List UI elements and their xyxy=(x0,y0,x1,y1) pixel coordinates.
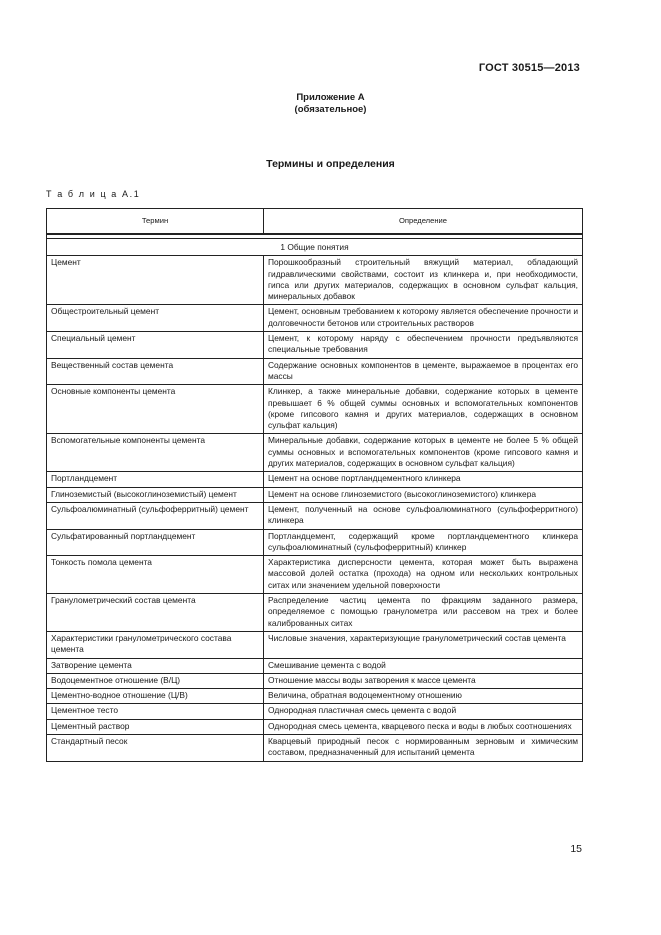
definition-cell: Цемент, к которому наряду с обеспечением прочности предъявляются специальные требования xyxy=(264,332,583,359)
definition-cell: Числовые значения, характеризующие гранулометрический состав цемента xyxy=(264,631,583,658)
term-cell: Вспомогательные компоненты цемента xyxy=(47,434,264,472)
table-row xyxy=(47,631,583,658)
table-row xyxy=(47,305,583,332)
definition-cell: Однородная пластичная смесь цемента с водой xyxy=(264,704,583,719)
term-cell: Сульфатированный портландцемент xyxy=(47,529,264,556)
definition-cell: Минеральные добавки, содержание которых в цементе не более 5 % общей суммы основных и вспомогательных компонентов (кроме гипсового камня и других материалов, содержащих в основном сульфат кальция) xyxy=(264,434,583,472)
term-cell: Затворение цемента xyxy=(47,658,264,673)
definition-cell: Кварцевый природный песок с нормированным зерновым и химическим составом, предназначенный для испытаний цемента xyxy=(264,734,583,761)
definition-cell: Цемент, основным требованием к которому является обеспечение прочности и долговечности бетонов или строительных растворов xyxy=(264,305,583,332)
term-cell: Цементный раствор xyxy=(47,719,264,734)
term-cell: Стандартный песок xyxy=(47,734,264,761)
column-header-definition: Определение xyxy=(264,209,583,235)
term-cell: Цемент xyxy=(47,256,264,305)
term-cell: Цементное тесто xyxy=(47,704,264,719)
document-code: ГОСТ 30515—2013 xyxy=(478,62,580,74)
definition-cell: Клинкер, а также минеральные добавки, содержание которых в цементе превышает 6 % общей суммы основных и вспомогательных компонентов (кроме гипсового камня и других материалов, содержащих в основном сульфат кальция) xyxy=(264,385,583,434)
term-cell: Глиноземистый (высокоглиноземистый) цемент xyxy=(47,487,264,502)
definition-cell: Цемент на основе глиноземистого (высокоглиноземистого) клинкера xyxy=(264,487,583,502)
table-row xyxy=(47,704,583,719)
definition-cell: Распределение частиц цемента по фракциям заданного размера, определяемое с помощью гранулометра или рассевом на трех и более калиброванных ситах xyxy=(264,594,583,632)
table-row xyxy=(47,472,583,487)
section-title: Термины и определения xyxy=(266,158,395,170)
table-caption: Т а б л и ц а А.1 xyxy=(46,189,141,199)
page-number: 15 xyxy=(570,843,582,855)
appendix-heading xyxy=(0,92,661,116)
definition-cell: Порошкообразный строительный вяжущий материал, обладающий гидравлическими свойствами, состоит из клинкера и, при необходимости, гипса или других материалов, содержащих в основном сульфат кальция, минеральных добавок xyxy=(264,256,583,305)
term-cell: Общестроительный цемент xyxy=(47,305,264,332)
table-row xyxy=(47,658,583,673)
term-cell: Водоцементное отношение (В/Ц) xyxy=(47,673,264,688)
term-cell: Портландцемент xyxy=(47,472,264,487)
term-cell: Специальный цемент xyxy=(47,332,264,359)
definition-cell: Смешивание цемента с водой xyxy=(264,658,583,673)
table-row xyxy=(47,385,583,434)
table-row xyxy=(47,529,583,556)
table-row xyxy=(47,358,583,385)
table-header-row xyxy=(47,209,583,235)
definition-cell: Содержание основных компонентов в цементе, выражаемое в процентах его массы xyxy=(264,358,583,385)
appendix-title: Приложение А xyxy=(296,92,365,103)
definition-cell: Величина, обратная водоцементному отношению xyxy=(264,689,583,704)
term-cell: Основные компоненты цемента xyxy=(47,385,264,434)
table-row xyxy=(47,434,583,472)
table-row xyxy=(47,556,583,594)
table-row xyxy=(47,332,583,359)
table-row xyxy=(47,719,583,734)
definition-cell: Характеристика дисперсности цемента, которая может быть выражена массовой долей остатка (прохода) на одном или нескольких контрольных ситах или значением удельной поверхности xyxy=(264,556,583,594)
table-row xyxy=(47,673,583,688)
term-cell: Вещественный состав цемента xyxy=(47,358,264,385)
table-row xyxy=(47,689,583,704)
appendix-status: (обязательное) xyxy=(294,104,367,115)
table-row xyxy=(47,502,583,529)
definition-cell: Отношение массы воды затворения к массе цемента xyxy=(264,673,583,688)
table-row xyxy=(47,487,583,502)
terms-table xyxy=(46,208,583,762)
definition-cell: Портландцемент, содержащий кроме портландцементного клинкера сульфоалюминатный (сульфоферритный) клинкер xyxy=(264,529,583,556)
table-row xyxy=(47,734,583,761)
definition-cell: Однородная смесь цемента, кварцевого песка и воды в любых соотношениях xyxy=(264,719,583,734)
section-label: 1 Общие понятия xyxy=(47,239,583,256)
term-cell: Характеристики гранулометрического состава цемента xyxy=(47,631,264,658)
table-row xyxy=(47,594,583,632)
term-cell: Сульфоалюминатный (сульфоферритный) цемент xyxy=(47,502,264,529)
term-cell: Гранулометрический состав цемента xyxy=(47,594,264,632)
table-row xyxy=(47,256,583,305)
section-row xyxy=(47,239,583,256)
column-header-term: Термин xyxy=(47,209,264,235)
term-cell: Цементно-водное отношение (Ц/В) xyxy=(47,689,264,704)
definition-cell: Цемент на основе портландцементного клинкера xyxy=(264,472,583,487)
definition-cell: Цемент, полученный на основе сульфоалюминатного (сульфоферритного) клинкера xyxy=(264,502,583,529)
term-cell: Тонкость помола цемента xyxy=(47,556,264,594)
